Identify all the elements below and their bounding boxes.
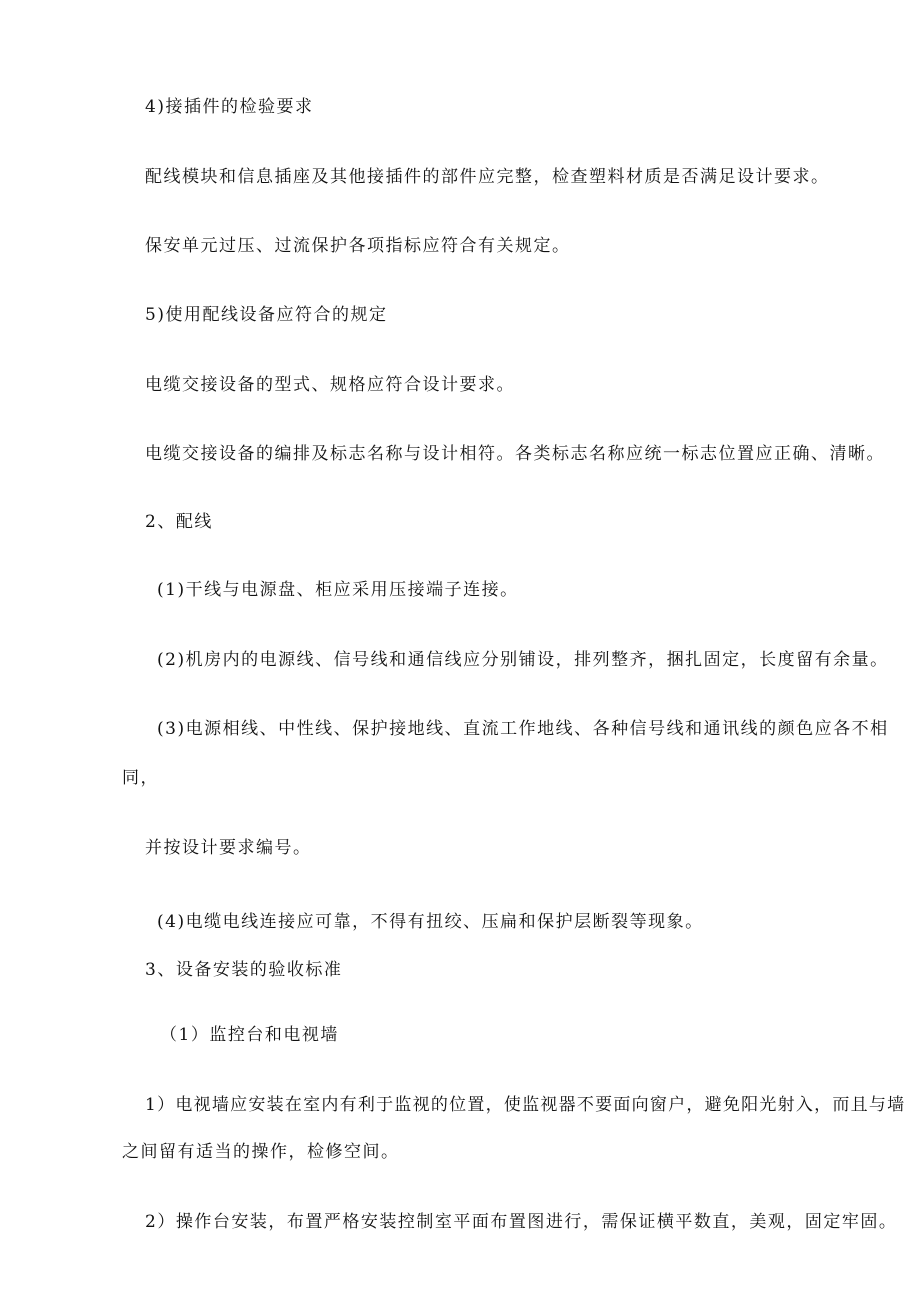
subheading-monitor-console: （1）监控台和电视墙 <box>160 1025 339 1045</box>
paragraph-cable-type: 电缆交接设备的型式、规格应符合设计要求。 <box>145 375 515 395</box>
item-console-install: 2）操作台安装，布置严格安装控制室平面布置图进行，需保证横平数直，美观，固定牢固。 <box>145 1212 898 1232</box>
list-item-3: (3)电源相线、中性线、保护接地线、直流工作地线、各种信号线和通讯线的颜色应各不相 <box>157 719 889 739</box>
list-item-1: (1)干线与电源盘、柜应采用压接端子连接。 <box>157 580 519 600</box>
section-heading-wiring: 2、配线 <box>145 512 213 532</box>
item-tv-wall: 1）电视墙应安装在室内有利于监视的位置，使监视器不要面向窗户，避免阳光射入，而且与墙 <box>145 1095 906 1115</box>
paragraph-numbering: 并按设计要求编号。 <box>145 838 312 858</box>
paragraph-wiring-module: 配线模块和信息插座及其他接插件的部件应完整，检查塑料材质是否满足设计要求。 <box>145 167 830 187</box>
list-item-2: (2)机房内的电源线、信号线和通信线应分别铺设，排列整齐，捆扎固定，长度留有余量。 <box>157 650 889 670</box>
heading-connector-inspection: 4)接插件的检验要求 <box>145 97 314 117</box>
item-tv-wall-continuation: 之间留有适当的操作，检修空间。 <box>122 1142 400 1162</box>
section-heading-installation: 3、设备安装的验收标准 <box>145 960 343 980</box>
paragraph-protection-unit: 保安单元过压、过流保护各项指标应符合有关规定。 <box>145 236 571 256</box>
heading-wiring-equipment: 5)使用配线设备应符合的规定 <box>145 305 388 325</box>
list-item-4: (4)电缆电线连接应可靠，不得有扭绞、压扁和保护层断裂等现象。 <box>157 912 704 932</box>
paragraph-cable-labels: 电缆交接设备的编排及标志名称与设计相符。各类标志名称应统一标志位置应正确、清晰。 <box>145 444 885 464</box>
list-item-3-continuation: 同， <box>122 768 159 788</box>
